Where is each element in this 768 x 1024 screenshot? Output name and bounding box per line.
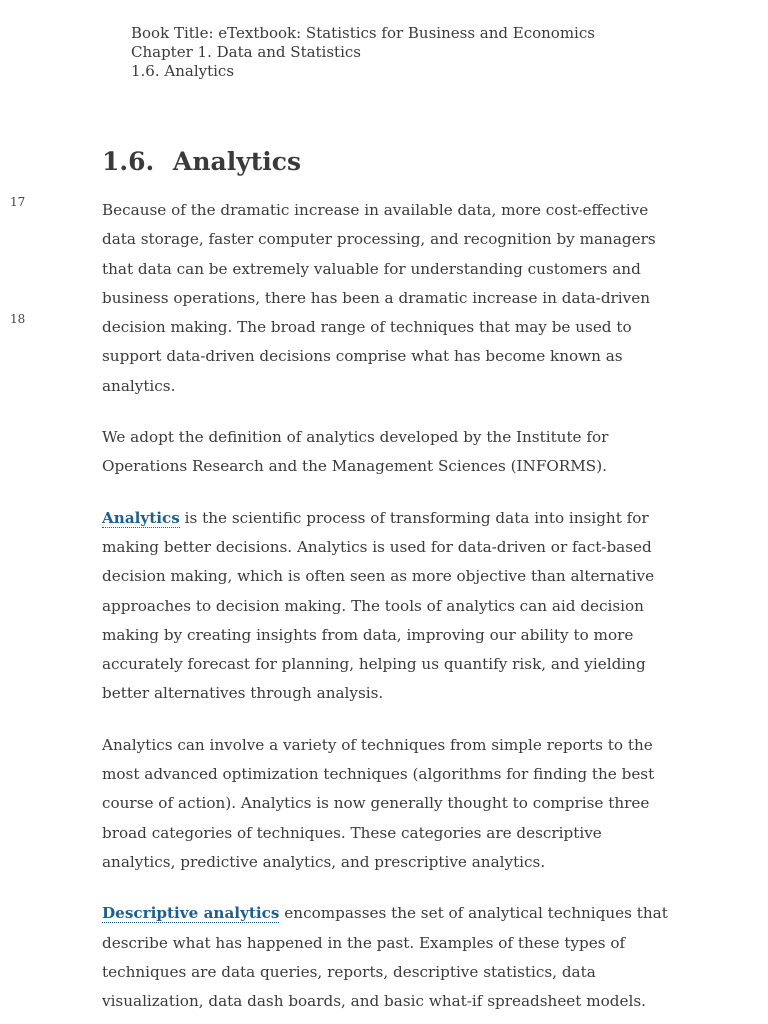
paragraph: Because of the dramatic increase in available data, more cost-effective data storage, faster computer processing, and recognition by managers that data can be extremely valuable for understanding customers and business operations, there has been a dramatic increase in data-driven decision making. The broad range of techniques that may be used to support data-driven decisions comprise what has become known as analytics.	[102, 201, 656, 395]
glossary-term-descriptive-analytics[interactable]: Descriptive analytics	[102, 904, 280, 923]
page-marker: 17	[10, 195, 26, 209]
paragraph: We adopt the definition of analytics developed by the Institute for Operations Research and the Management Sciences (INFORMS).	[102, 428, 609, 476]
paragraph	[102, 504, 668, 709]
breadcrumb-section: 1.6. Analytics	[131, 62, 235, 80]
main-content	[102, 140, 668, 1024]
paragraph-text: is the scientific process of transforming data into insight for making better decisions. Analytics is used for data-driven or fact-based decision making, which is often seen as more objective than alternative approaches to decision making. The tools of analytics can aid decision making by creating insights from data, improving our ability to more accurately forecast for planning, helping us quantify risk, and yielding better alternatives through analysis.	[102, 508, 655, 703]
section-title: Analytics	[172, 147, 302, 176]
paragraph: Analytics can involve a variety of techniques from simple reports to the most advanced optimization techniques (algorithms for finding the best course of action). Analytics is now generally thought to comprise three broad categories of techniques. These categories are descriptive analytics, predictive analytics, and prescriptive analytics.	[102, 735, 655, 871]
breadcrumb-book-title: Book Title: eTextbook: Statistics for Business and Economics	[131, 24, 595, 42]
breadcrumb	[131, 24, 595, 81]
page-title	[102, 140, 668, 184]
paragraph	[102, 899, 668, 1016]
glossary-term-analytics[interactable]: Analytics	[102, 508, 180, 527]
page-marker: 18	[10, 312, 26, 326]
paragraph-text: encompasses the set of analytical techniques that describe what has happened in the past. Examples of these types of techniques are data queries, reports, descriptive statistics, data visualization, data dash boards, and basic what-if spreadsheet models.	[102, 904, 668, 1011]
section-number: 1.6.	[102, 147, 155, 176]
breadcrumb-chapter: Chapter 1. Data and Statistics	[131, 43, 361, 61]
